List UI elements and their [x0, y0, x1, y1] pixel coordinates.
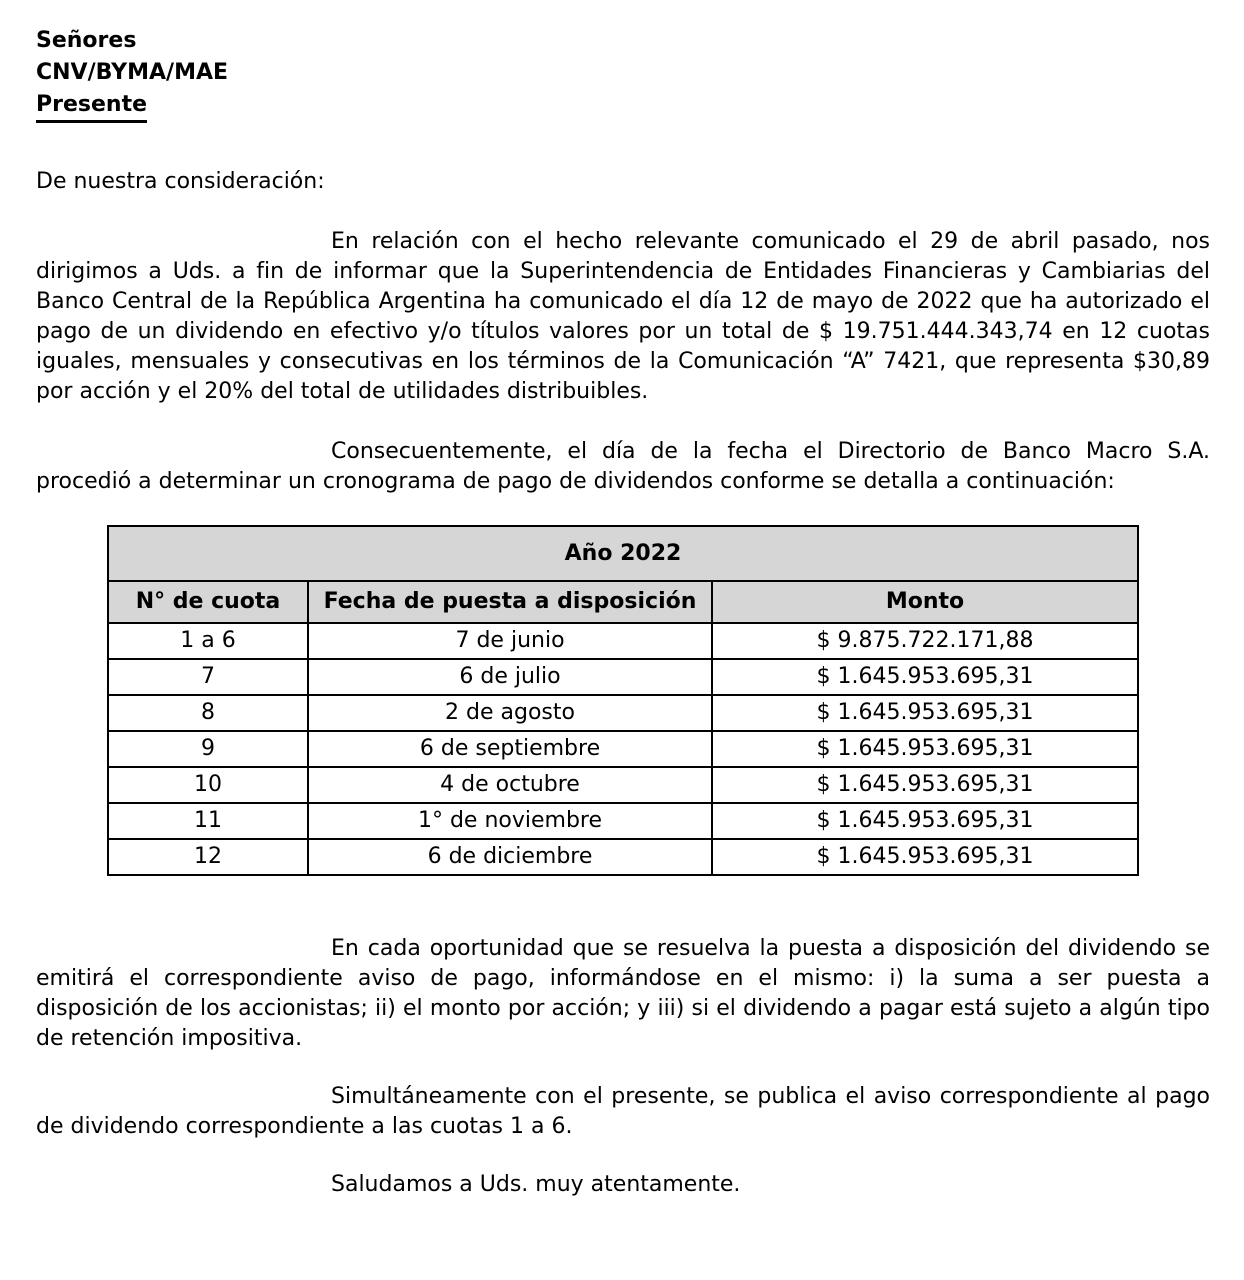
paragraph-schedule-intro: Consecuentemente, el día de la fecha el Directorio de Banco Macro S.A. procedió a determinar un cronograma de pago de dividendos conforme se detalla a continuación: — [36, 439, 1210, 494]
cell-fecha: 6 de julio — [308, 659, 712, 695]
cell-monto: $ 1.645.953.695,31 — [712, 803, 1138, 839]
table-row — [108, 767, 1138, 803]
cell-cuota: 9 — [108, 731, 308, 767]
closing-line: Saludamos a Uds. muy atentamente. — [331, 1172, 741, 1197]
cell-cuota: 12 — [108, 839, 308, 875]
presente-underlined-text: Presente — [36, 90, 147, 123]
table-title-year: Año 2022 — [108, 526, 1138, 581]
column-header-fecha: Fecha de puesta a disposición — [308, 581, 712, 623]
cell-monto: $ 9.875.722.171,88 — [712, 623, 1138, 659]
cell-fecha: 6 de diciembre — [308, 839, 712, 875]
recipient-block — [36, 25, 1210, 123]
table-row — [108, 695, 1138, 731]
paragraph-authorization: En relación con el hecho relevante comunicado el 29 de abril pasado, nos dirigimos a Uds. a fin de informar que la Superintendencia de Entidades Financieras y Cambiarias del Banco Central de la República Argentina ha comunicado el día 12 de mayo de 2022 que ha autorizado el pago de un dividendo en efectivo y/o títulos valores por un total de $ 19.751.444.343,74 en 12 cuotas iguales, mensuales y consecutivas en los términos de la Comunicación “A” 7421, que representa $30,89 por acción y el 20% del total de utilidades distribuibles. — [36, 229, 1210, 404]
cell-fecha: 4 de octubre — [308, 767, 712, 803]
paragraph-payment-notice: En cada oportunidad que se resuelva la puesta a disposición del dividendo se emitirá el correspondiente aviso de pago, informándose en el mismo: i) la suma a ser puesta a disposición de los accionistas; ii) el monto por acción; y iii) si el dividendo a pagar está sujeto a algún tipo de retención impositiva. — [36, 936, 1210, 1051]
salutation-line: De nuestra consideración: — [36, 169, 325, 194]
cell-cuota: 11 — [108, 803, 308, 839]
recipient-line-presente — [36, 89, 1210, 123]
dividend-schedule-table — [107, 525, 1139, 876]
cell-cuota: 1 a 6 — [108, 623, 308, 659]
paragraph-simultaneous-notice: Simultáneamente con el presente, se publica el aviso correspondiente al pago de dividendo correspondiente a las cuotas 1 a 6. — [36, 1084, 1210, 1139]
cell-monto: $ 1.645.953.695,31 — [712, 839, 1138, 875]
cell-fecha: 7 de junio — [308, 623, 712, 659]
cell-cuota: 7 — [108, 659, 308, 695]
cell-monto: $ 1.645.953.695,31 — [712, 731, 1138, 767]
table-row — [108, 731, 1138, 767]
recipient-line-entities: CNV/BYMA/MAE — [36, 60, 229, 85]
cell-fecha: 6 de septiembre — [308, 731, 712, 767]
recipient-line-senores: Señores — [36, 28, 137, 53]
column-header-monto: Monto — [712, 581, 1138, 623]
cell-fecha: 2 de agosto — [308, 695, 712, 731]
cell-fecha: 1° de noviembre — [308, 803, 712, 839]
table-row — [108, 839, 1138, 875]
table-row — [108, 803, 1138, 839]
table-row — [108, 623, 1138, 659]
cell-cuota: 8 — [108, 695, 308, 731]
cell-cuota: 10 — [108, 767, 308, 803]
cell-monto: $ 1.645.953.695,31 — [712, 767, 1138, 803]
table-row — [108, 659, 1138, 695]
cell-monto: $ 1.645.953.695,31 — [712, 659, 1138, 695]
cell-monto: $ 1.645.953.695,31 — [712, 695, 1138, 731]
column-header-cuota: N° de cuota — [108, 581, 308, 623]
